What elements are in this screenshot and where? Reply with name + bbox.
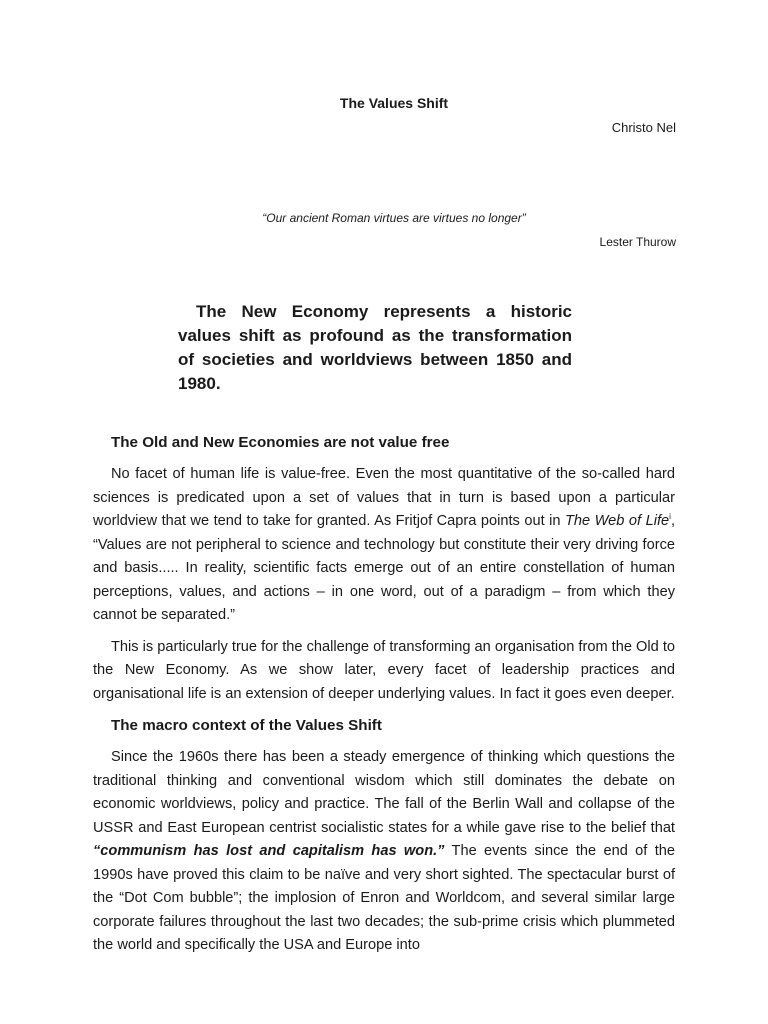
emphasized-quote: “communism has lost and capitalism has won.” xyxy=(93,843,445,859)
callout-statement: The New Economy represents a historic values shift as profound as the transformation of societies and worldviews between 1850 and 1980. xyxy=(178,302,572,393)
epigraph-attribution: Lester Thurow xyxy=(599,235,676,249)
section-heading-old-new-economies: The Old and New Economies are not value free xyxy=(111,434,450,451)
footnote-marker: i xyxy=(669,512,671,522)
paragraph-transformation: This is particularly true for the challenge of transforming an organisation from the Old to the New Economy. As we show later, every facet of leadership practices and organisational life is an extension of deeper underlying values. In fact it goes even deeper. xyxy=(93,638,675,702)
author-name: Christo Nel xyxy=(611,120,676,135)
paragraph-value-free xyxy=(93,463,675,628)
book-title: The Web of Life xyxy=(565,513,670,529)
paragraph-macro-context xyxy=(93,746,675,958)
paragraph-text: The events since the end of the 1990s have proved this claim to be naïve and very short sighted. The spectacular burst of the “Dot Com bubble”; the implosion of Enron and Worldcom, and several similar large corporate failures throughout the last two decades; the sub-prime crisis which plummeted the world and specifically the USA and Europe into xyxy=(93,843,675,953)
section-heading-macro-context: The macro context of the Values Shift xyxy=(111,717,382,734)
paragraph-text: , “Values are not peripheral to science and technology but constitute their very driving force and basis..... In reality, scientific facts emerge out of an entire constellation of human perceptions, values, and actions – in one word, out of a paradigm – from which they cannot be separated.” xyxy=(93,513,675,623)
document-body xyxy=(93,431,675,958)
paragraph-text: No facet of human life is value-free. Even the most quantitative of the so-called hard sciences is predicated upon a set of values that in turn is based upon a particular worldview that we tend to take for granted. As Fritjof Capra points out in xyxy=(93,466,675,529)
document-title: The Values Shift xyxy=(339,95,449,111)
paragraph-text: Since the 1960s there has been a steady emergence of thinking which questions the traditional thinking and conventional wisdom which still dominates the debate on economic worldviews, policy and practice. The fall of the Berlin Wall and collapse of the USSR and East European centrist socialistic states for a while gave rise to the belief that xyxy=(93,749,675,836)
epigraph-quote: “Our ancient Roman virtues are virtues no longer” xyxy=(262,211,526,225)
